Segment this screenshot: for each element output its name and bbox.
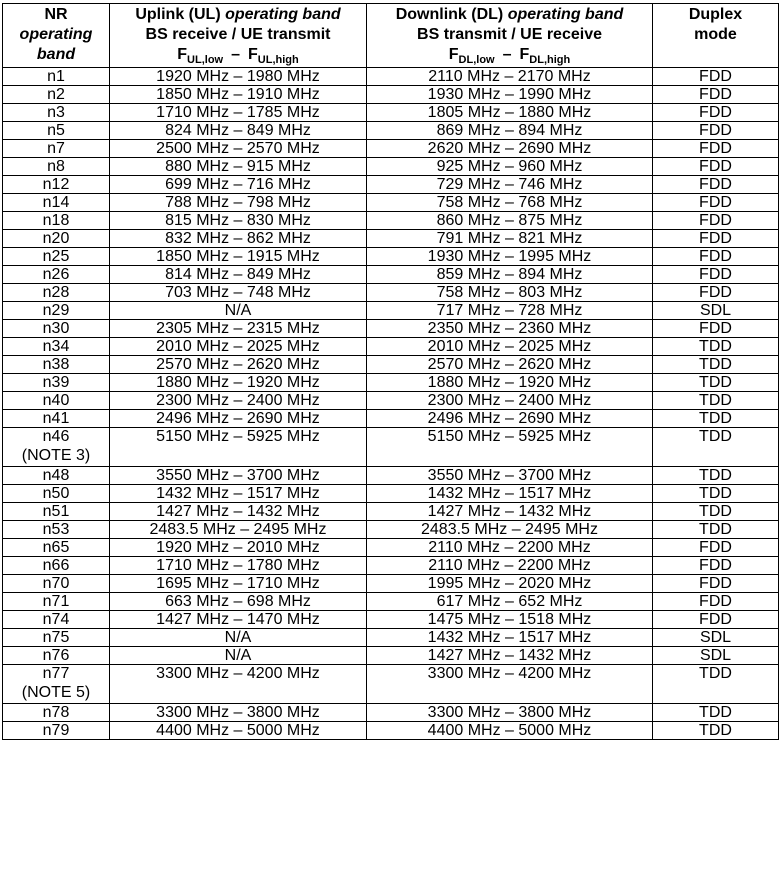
table-row (3, 140, 779, 158)
header-downlink-prefix: Downlink (DL) (395, 6, 508, 23)
duplex-cell: FDD (653, 539, 779, 557)
downlink-cell: 859 MHz – 894 MHz (367, 266, 653, 284)
uplink-cell: 1880 MHz – 1920 MHz (110, 374, 367, 392)
duplex-cell: SDL (653, 629, 779, 647)
uplink-cell: 788 MHz – 798 MHz (110, 194, 367, 212)
downlink-cell: 2483.5 MHz – 2495 MHz (367, 521, 653, 539)
header-band-line1: NR (44, 6, 68, 23)
uplink-cell: 3300 MHz – 4200 MHz (110, 665, 367, 704)
downlink-cell: 1427 MHz – 1432 MHz (367, 647, 653, 665)
header-uplink-line2: BS receive / UE transmit (145, 26, 331, 43)
duplex-cell: TDD (653, 503, 779, 521)
band-cell: n12 (3, 176, 110, 194)
uplink-cell: N/A (110, 629, 367, 647)
duplex-cell: FDD (653, 212, 779, 230)
band-cell: n30 (3, 320, 110, 338)
downlink-cell: 2010 MHz – 2025 MHz (367, 338, 653, 356)
table-row (3, 266, 779, 284)
uplink-cell: 3550 MHz – 3700 MHz (110, 467, 367, 485)
table-row (3, 68, 779, 86)
downlink-cell: 1427 MHz – 1432 MHz (367, 503, 653, 521)
table-row (3, 122, 779, 140)
table-row (3, 104, 779, 122)
band-cell: n14 (3, 194, 110, 212)
duplex-cell: FDD (653, 320, 779, 338)
band-cell: n29 (3, 302, 110, 320)
uplink-cell: N/A (110, 647, 367, 665)
table-row (3, 302, 779, 320)
downlink-cell: 2570 MHz – 2620 MHz (367, 356, 653, 374)
uplink-cell: 2483.5 MHz – 2495 MHz (110, 521, 367, 539)
downlink-cell: 1930 MHz – 1990 MHz (367, 86, 653, 104)
band-cell: n51 (3, 503, 110, 521)
header-band (3, 4, 110, 68)
table-row (3, 557, 779, 575)
downlink-cell: 2110 MHz – 2200 MHz (367, 539, 653, 557)
band-cell: n40 (3, 392, 110, 410)
downlink-cell: 717 MHz – 728 MHz (367, 302, 653, 320)
band-cell: n50 (3, 485, 110, 503)
header-downlink-italic: operating band (507, 6, 624, 23)
duplex-cell: FDD (653, 284, 779, 302)
band-cell: n25 (3, 248, 110, 266)
duplex-cell: FDD (653, 575, 779, 593)
table-row (3, 593, 779, 611)
table-row (3, 338, 779, 356)
uplink-cell: 1920 MHz – 2010 MHz (110, 539, 367, 557)
band-cell: n78 (3, 704, 110, 722)
uplink-cell: 1710 MHz – 1785 MHz (110, 104, 367, 122)
uplink-cell: 699 MHz – 716 MHz (110, 176, 367, 194)
duplex-cell: TDD (653, 392, 779, 410)
downlink-cell: 2110 MHz – 2200 MHz (367, 557, 653, 575)
header-uplink-freq: $F_{UL,low} - F_{UL,high}$ (177, 46, 299, 66)
band-cell: n65 (3, 539, 110, 557)
duplex-cell: FDD (653, 140, 779, 158)
band-cell: n2 (3, 86, 110, 104)
downlink-cell: 2110 MHz – 2170 MHz (367, 68, 653, 86)
downlink-cell: 925 MHz – 960 MHz (367, 158, 653, 176)
band-cell: n20 (3, 230, 110, 248)
table-row (3, 320, 779, 338)
band-cell: n28 (3, 284, 110, 302)
uplink-cell: 2300 MHz – 2400 MHz (110, 392, 367, 410)
uplink-cell: 824 MHz – 849 MHz (110, 122, 367, 140)
table-row (3, 194, 779, 212)
table-row (3, 248, 779, 266)
table-row (3, 374, 779, 392)
table-row (3, 410, 779, 428)
band-cell: n5 (3, 122, 110, 140)
duplex-cell: FDD (653, 248, 779, 266)
band-cell: n41 (3, 410, 110, 428)
uplink-cell: 2496 MHz – 2690 MHz (110, 410, 367, 428)
band-cell: n71 (3, 593, 110, 611)
band-cell: n79 (3, 722, 110, 740)
uplink-cell: 703 MHz – 748 MHz (110, 284, 367, 302)
table-row (3, 86, 779, 104)
table-row (3, 665, 779, 704)
downlink-cell: 791 MHz – 821 MHz (367, 230, 653, 248)
duplex-cell: TDD (653, 410, 779, 428)
band-cell: n76 (3, 647, 110, 665)
duplex-cell: FDD (653, 104, 779, 122)
header-duplex-line2: mode (694, 26, 737, 43)
downlink-cell: 758 MHz – 803 MHz (367, 284, 653, 302)
downlink-cell: 2620 MHz – 2690 MHz (367, 140, 653, 158)
duplex-cell: TDD (653, 356, 779, 374)
table-row (3, 521, 779, 539)
table-row (3, 158, 779, 176)
uplink-cell: 1695 MHz – 1710 MHz (110, 575, 367, 593)
uplink-cell: 815 MHz – 830 MHz (110, 212, 367, 230)
duplex-cell: TDD (653, 704, 779, 722)
header-downlink-freq: $F_{DL,low} - F_{DL,high}$ (448, 46, 571, 66)
band-cell: n34 (3, 338, 110, 356)
uplink-cell: 1920 MHz – 1980 MHz (110, 68, 367, 86)
downlink-cell: 869 MHz – 894 MHz (367, 122, 653, 140)
duplex-cell: FDD (653, 194, 779, 212)
band-note: (NOTE 5) (21, 684, 91, 701)
uplink-cell: 2010 MHz – 2025 MHz (110, 338, 367, 356)
downlink-cell: 2496 MHz – 2690 MHz (367, 410, 653, 428)
downlink-cell: 617 MHz – 652 MHz (367, 593, 653, 611)
uplink-cell: 1427 MHz – 1432 MHz (110, 503, 367, 521)
header-band-line3: band (36, 46, 76, 63)
header-uplink (110, 4, 367, 68)
downlink-cell: 3300 MHz – 3800 MHz (367, 704, 653, 722)
table-row (3, 503, 779, 521)
downlink-cell: 2350 MHz – 2360 MHz (367, 320, 653, 338)
uplink-cell: 832 MHz – 862 MHz (110, 230, 367, 248)
band-cell: n53 (3, 521, 110, 539)
band-cell: n70 (3, 575, 110, 593)
table-row (3, 284, 779, 302)
header-duplex (653, 4, 779, 68)
duplex-cell: FDD (653, 176, 779, 194)
uplink-cell: 1432 MHz – 1517 MHz (110, 485, 367, 503)
downlink-cell: 1432 MHz – 1517 MHz (367, 629, 653, 647)
header-row (3, 4, 779, 68)
band-cell: n74 (3, 611, 110, 629)
duplex-cell: FDD (653, 68, 779, 86)
uplink-cell: 814 MHz – 849 MHz (110, 266, 367, 284)
table-row (3, 647, 779, 665)
table-row (3, 392, 779, 410)
band-cell: n77 (NOTE 5) (3, 665, 110, 704)
downlink-cell: 1930 MHz – 1995 MHz (367, 248, 653, 266)
duplex-cell: FDD (653, 266, 779, 284)
uplink-cell: 2305 MHz – 2315 MHz (110, 320, 367, 338)
table-row (3, 629, 779, 647)
duplex-cell: TDD (653, 485, 779, 503)
downlink-cell: 860 MHz – 875 MHz (367, 212, 653, 230)
band-cell: n75 (3, 629, 110, 647)
duplex-cell: TDD (653, 521, 779, 539)
uplink-cell: 2570 MHz – 2620 MHz (110, 356, 367, 374)
duplex-cell: FDD (653, 593, 779, 611)
band-cell: n7 (3, 140, 110, 158)
band-cell: n18 (3, 212, 110, 230)
uplink-cell: 4400 MHz – 5000 MHz (110, 722, 367, 740)
band-cell: n1 (3, 68, 110, 86)
duplex-cell: FDD (653, 230, 779, 248)
downlink-cell: 4400 MHz – 5000 MHz (367, 722, 653, 740)
band-cell: n46 (NOTE 3) (3, 428, 110, 467)
duplex-cell: FDD (653, 557, 779, 575)
duplex-cell: SDL (653, 302, 779, 320)
header-band-line2: operating (19, 26, 93, 43)
duplex-cell: TDD (653, 374, 779, 392)
table-row (3, 539, 779, 557)
band-cell: n38 (3, 356, 110, 374)
uplink-cell: 1710 MHz – 1780 MHz (110, 557, 367, 575)
duplex-cell: FDD (653, 611, 779, 629)
uplink-cell: 1850 MHz – 1910 MHz (110, 86, 367, 104)
downlink-cell: 1805 MHz – 1880 MHz (367, 104, 653, 122)
uplink-cell: 5150 MHz – 5925 MHz (110, 428, 367, 467)
uplink-cell: 2500 MHz – 2570 MHz (110, 140, 367, 158)
downlink-cell: 1432 MHz – 1517 MHz (367, 485, 653, 503)
downlink-cell: 1880 MHz – 1920 MHz (367, 374, 653, 392)
header-downlink-line2: BS transmit / UE receive (417, 26, 602, 43)
header-uplink-italic: operating band (225, 6, 341, 23)
table-row (3, 704, 779, 722)
table-row (3, 467, 779, 485)
downlink-cell: 3550 MHz – 3700 MHz (367, 467, 653, 485)
band-cell: n3 (3, 104, 110, 122)
band-cell: n66 (3, 557, 110, 575)
uplink-cell: 1427 MHz – 1470 MHz (110, 611, 367, 629)
table-row (3, 428, 779, 467)
band-note: (NOTE 3) (21, 447, 91, 464)
table-row (3, 611, 779, 629)
duplex-cell: FDD (653, 122, 779, 140)
band-table (2, 3, 779, 740)
uplink-cell: 1850 MHz – 1915 MHz (110, 248, 367, 266)
table-row (3, 575, 779, 593)
duplex-cell: TDD (653, 338, 779, 356)
downlink-cell: 3300 MHz – 4200 MHz (367, 665, 653, 704)
header-duplex-line1: Duplex (688, 6, 743, 23)
duplex-cell: TDD (653, 722, 779, 740)
downlink-cell: 758 MHz – 768 MHz (367, 194, 653, 212)
table-row (3, 485, 779, 503)
duplex-cell: FDD (653, 158, 779, 176)
band-cell: n26 (3, 266, 110, 284)
duplex-cell: FDD (653, 86, 779, 104)
uplink-cell: 3300 MHz – 3800 MHz (110, 704, 367, 722)
downlink-cell: 1475 MHz – 1518 MHz (367, 611, 653, 629)
header-uplink-prefix: Uplink (UL) (135, 6, 226, 23)
downlink-cell: 5150 MHz – 5925 MHz (367, 428, 653, 467)
duplex-cell: TDD (653, 665, 779, 704)
table-row (3, 230, 779, 248)
band-cell: n8 (3, 158, 110, 176)
downlink-cell: 1995 MHz – 2020 MHz (367, 575, 653, 593)
header-downlink (367, 4, 653, 68)
table-row (3, 356, 779, 374)
duplex-cell: TDD (653, 428, 779, 467)
downlink-cell: 729 MHz – 746 MHz (367, 176, 653, 194)
band-cell: n48 (3, 467, 110, 485)
table-row (3, 722, 779, 740)
uplink-cell: 663 MHz – 698 MHz (110, 593, 367, 611)
downlink-cell: 2300 MHz – 2400 MHz (367, 392, 653, 410)
duplex-cell: TDD (653, 467, 779, 485)
duplex-cell: SDL (653, 647, 779, 665)
uplink-cell: 880 MHz – 915 MHz (110, 158, 367, 176)
table-row (3, 212, 779, 230)
table-row (3, 176, 779, 194)
band-cell: n39 (3, 374, 110, 392)
uplink-cell: N/A (110, 302, 367, 320)
